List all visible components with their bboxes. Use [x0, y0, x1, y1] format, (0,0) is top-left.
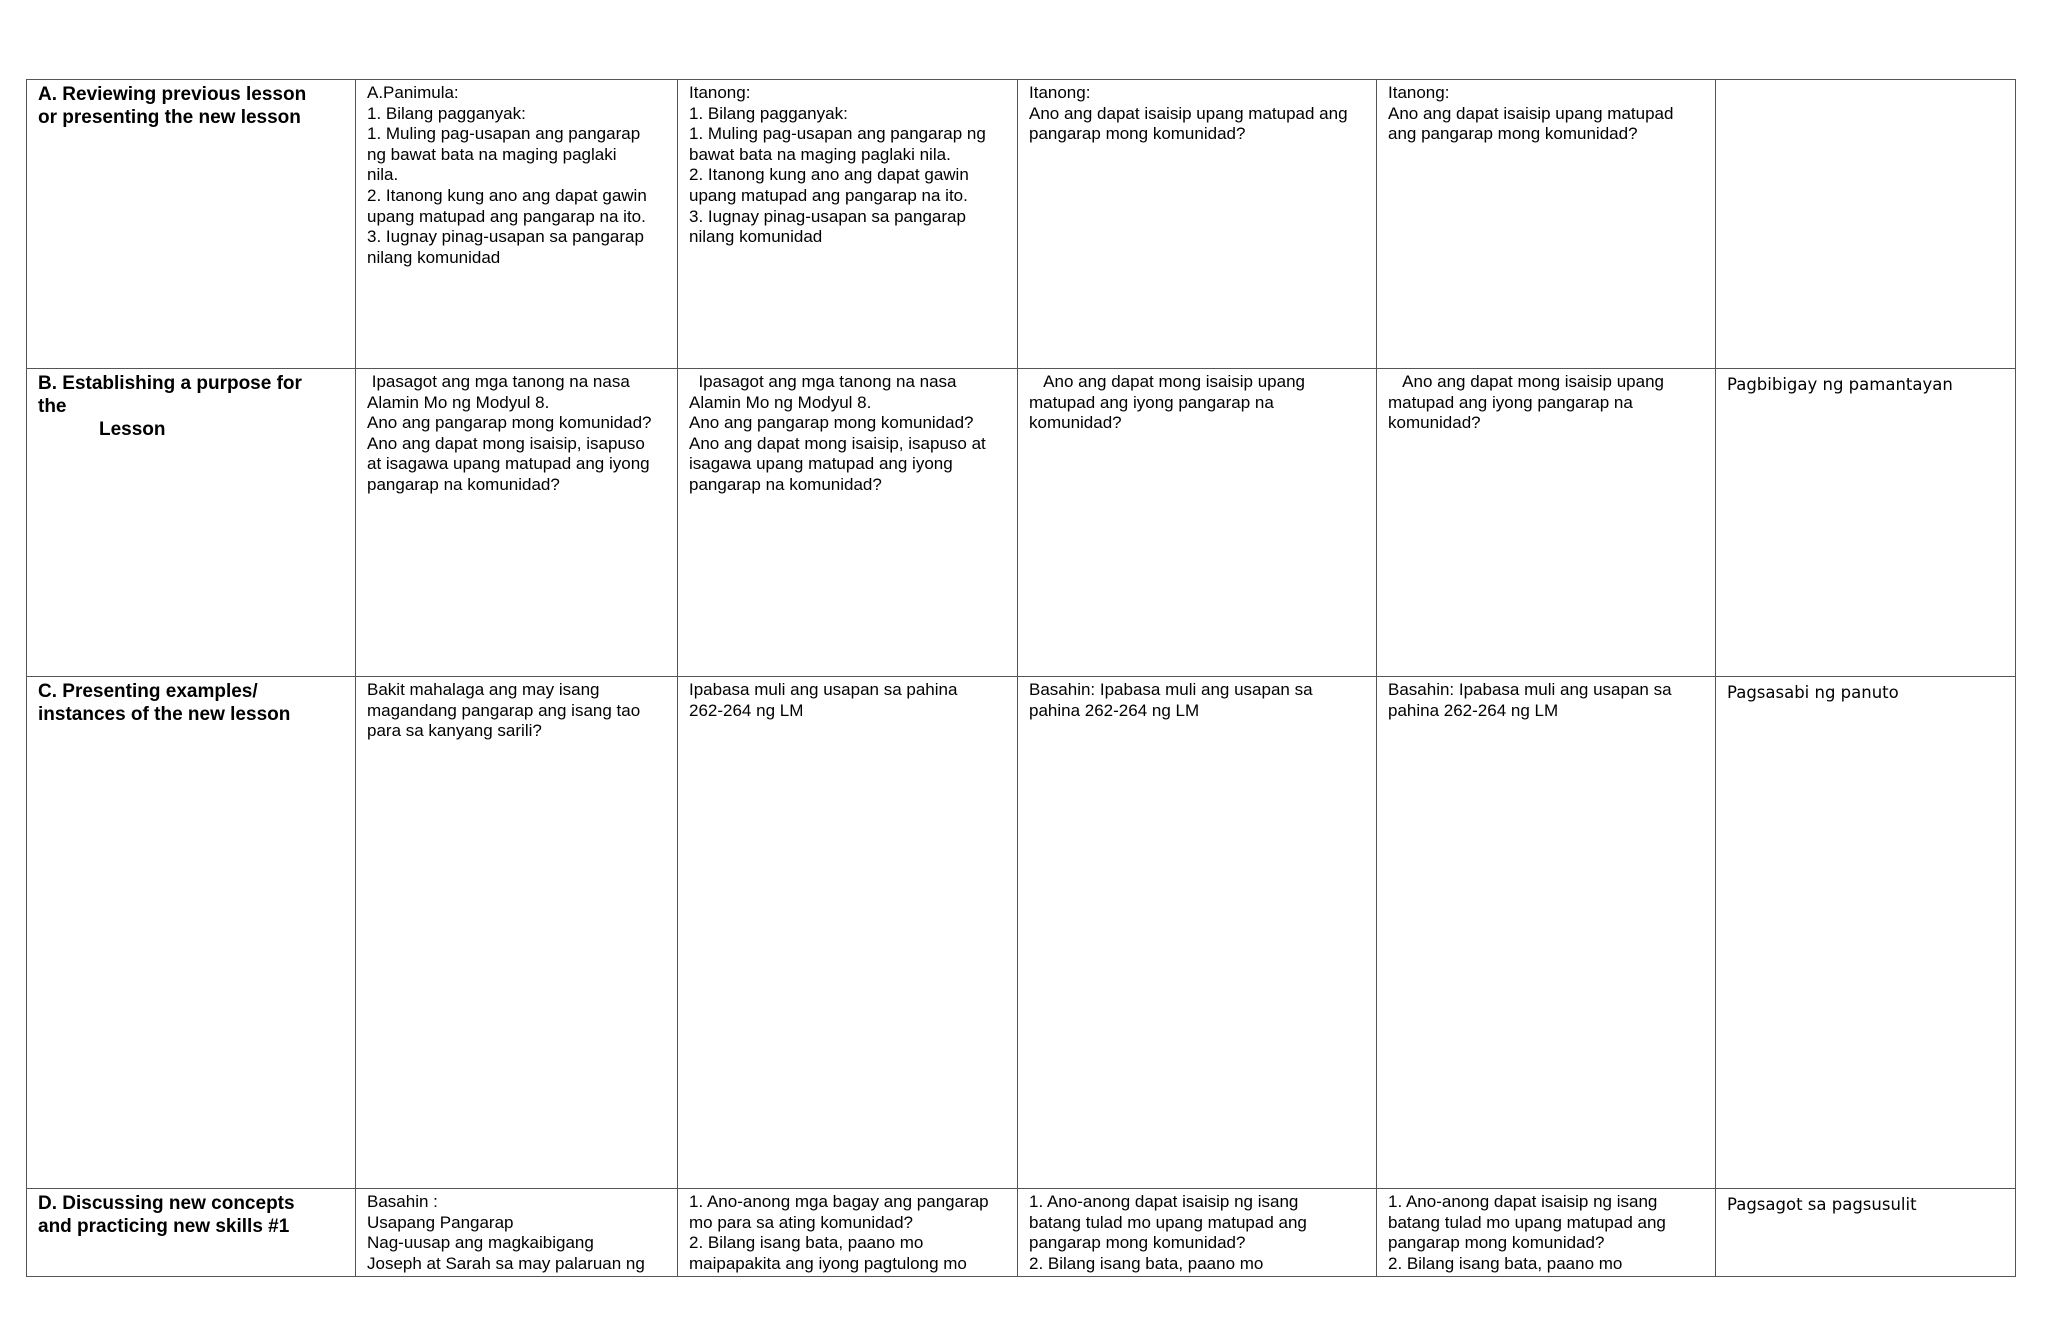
table-cell	[1377, 80, 1716, 369]
table-cell	[1377, 369, 1716, 677]
cell-line: 1. Muling pag-usapan ang pangarap	[367, 124, 641, 144]
cell-line: Basahin: Ipabasa muli ang usapan sa	[1029, 680, 1313, 699]
cell-line: isagawa upang matupad ang iyong	[689, 454, 953, 474]
cell-line: Joseph at Sarah sa may palaruan ng	[367, 1253, 645, 1273]
cell-line: Ano ang dapat mong isaisip upang	[1388, 372, 1664, 391]
cell-line: para sa kanyang sarili?	[367, 721, 542, 741]
cell-line: Ano ang dapat mong isaisip, isapuso	[367, 433, 645, 453]
cell-line: 1. Muling pag-usapan ang pangarap ng	[689, 124, 986, 144]
cell-line: nila.	[367, 165, 399, 185]
row-label-line: D. Discussing new concepts	[38, 1193, 295, 1214]
cell-line: 2. Itanong kung ano ang dapat gawin	[689, 165, 969, 185]
row-label	[27, 1189, 356, 1277]
cell-line: Ipasagot ang mga tanong na nasa	[367, 372, 630, 391]
cell-line: pahina 262-264 ng LM	[1029, 700, 1200, 720]
table-row	[27, 1189, 2016, 1277]
row-label-line: C. Presenting examples/	[38, 681, 258, 702]
table-cell: Pagbibigay ng pamantayan	[1716, 369, 2016, 677]
cell-line: pahina 262-264 ng LM	[1388, 700, 1559, 720]
cell-line: Itanong:	[1388, 83, 1450, 102]
table-row	[27, 677, 2016, 1189]
table-cell	[678, 369, 1018, 677]
table-cell	[678, 677, 1018, 1189]
cell-line: komunidad?	[1388, 413, 1481, 433]
table-cell	[356, 80, 678, 369]
row-label-line: instances of the new lesson	[38, 704, 291, 725]
cell-line: matupad ang iyong pangarap na	[1388, 392, 1633, 412]
table-row	[27, 80, 2016, 369]
row-label-line: or presenting the new lesson	[38, 107, 301, 128]
cell-line: batang tulad mo upang matupad ang	[1388, 1212, 1666, 1232]
cell-line: A.Panimula:	[367, 83, 459, 102]
lesson-plan-table	[26, 79, 2016, 1277]
cell-line: maipapakita ang iyong pagtulong mo	[689, 1253, 967, 1273]
cell-line: 3. Iugnay pinag-usapan sa pangarap	[689, 206, 966, 226]
table-cell	[1377, 1189, 1716, 1277]
row-label-line: A. Reviewing previous lesson	[38, 84, 307, 105]
cell-line: bawat bata na maging paglaki nila.	[689, 144, 951, 164]
table-cell	[1018, 369, 1377, 677]
cell-line: mo para sa ating komunidad?	[689, 1212, 913, 1232]
cell-line: 1. Ano-anong dapat isaisip ng isang	[1029, 1192, 1299, 1211]
cell-line: Itanong:	[1029, 83, 1091, 102]
cell-line: Bakit mahalaga ang may isang	[367, 680, 600, 699]
cell-line: 1. Bilang pagganyak:	[689, 103, 848, 123]
table-cell	[678, 80, 1018, 369]
cell-line: Ano ang dapat isaisip upang matupad	[1388, 103, 1674, 123]
cell-line: pangarap mong komunidad?	[1388, 1233, 1605, 1253]
cell-line: nilang komunidad	[367, 247, 501, 267]
table-cell: Pagsasabi ng panuto	[1716, 677, 2016, 1189]
cell-line: 2. Bilang isang bata, paano mo	[1388, 1253, 1623, 1273]
cell-line: upang matupad ang pangarap na ito.	[689, 185, 968, 205]
cell-line: 1. Ano-anong dapat isaisip ng isang	[1388, 1192, 1658, 1211]
cell-line: Usapang Pangarap	[367, 1212, 514, 1232]
table-cell: Pagsagot sa pagsusulit	[1716, 1189, 2016, 1277]
table-cell	[1716, 80, 2016, 369]
cell-line: Ano ang dapat isaisip upang matupad ang	[1029, 103, 1348, 123]
cell-line: 2. Bilang isang bata, paano mo	[1029, 1253, 1264, 1273]
row-label	[27, 369, 356, 677]
row-label-line: and practicing new skills #1	[38, 1216, 290, 1237]
cell-line: 1. Bilang pagganyak:	[367, 103, 526, 123]
cell-line: komunidad?	[1029, 413, 1122, 433]
cell-line: upang matupad ang pangarap na ito.	[367, 206, 646, 226]
cell-line: nilang komunidad	[689, 227, 823, 247]
row-label-line: B. Establishing a purpose for	[38, 373, 302, 394]
cell-line: pangarap na komunidad?	[367, 474, 560, 494]
table-cell	[356, 1189, 678, 1277]
cell-line: ng bawat bata na maging paglaki	[367, 144, 617, 164]
cell-line: at isagawa upang matupad ang iyong	[367, 454, 650, 474]
cell-line: Ipasagot ang mga tanong na nasa	[689, 372, 957, 391]
table-cell	[356, 369, 678, 677]
cell-line: ang pangarap mong komunidad?	[1388, 124, 1638, 144]
cell-line: Alamin Mo ng Modyul 8.	[689, 392, 872, 412]
cell-line: Alamin Mo ng Modyul 8.	[367, 392, 550, 412]
cell-line: 2. Bilang isang bata, paano mo	[689, 1233, 924, 1253]
cell-line: Basahin: Ipabasa muli ang usapan sa	[1388, 680, 1672, 699]
row-label-line: Lesson	[99, 419, 166, 440]
cell-line: 1. Ano-anong mga bagay ang pangarap	[689, 1192, 989, 1211]
cell-line: Ano ang pangarap mong komunidad?	[367, 413, 652, 433]
cell-line: pangarap na komunidad?	[689, 474, 882, 494]
row-label	[27, 80, 356, 369]
table-cell	[678, 1189, 1018, 1277]
row-label	[27, 677, 356, 1189]
cell-line: Itanong:	[689, 83, 751, 102]
cell-line: pangarap mong komunidad?	[1029, 124, 1246, 144]
cell-line: batang tulad mo upang matupad ang	[1029, 1212, 1307, 1232]
cell-line: Nag-uusap ang magkaibigang	[367, 1233, 594, 1253]
cell-line: matupad ang iyong pangarap na	[1029, 392, 1274, 412]
cell-line: Ano ang dapat mong isaisip, isapuso at	[689, 433, 986, 453]
cell-line: magandang pangarap ang isang tao	[367, 700, 641, 720]
table-cell	[1377, 677, 1716, 1189]
cell-line: pangarap mong komunidad?	[1029, 1233, 1246, 1253]
table-cell	[1018, 677, 1377, 1189]
table-cell	[1018, 1189, 1377, 1277]
cell-line: Basahin :	[367, 1192, 438, 1211]
table-cell	[356, 677, 678, 1189]
cell-line: 3. Iugnay pinag-usapan sa pangarap	[367, 227, 644, 247]
cell-line: 2. Itanong kung ano ang dapat gawin	[367, 185, 647, 205]
cell-line: Ipabasa muli ang usapan sa pahina	[689, 680, 958, 699]
cell-line: Ano ang pangarap mong komunidad?	[689, 413, 974, 433]
cell-line: 262-264 ng LM	[689, 700, 804, 720]
table-row	[27, 369, 2016, 677]
table-cell	[1018, 80, 1377, 369]
cell-line: Ano ang dapat mong isaisip upang	[1029, 372, 1305, 391]
row-label-line: the	[38, 396, 67, 417]
